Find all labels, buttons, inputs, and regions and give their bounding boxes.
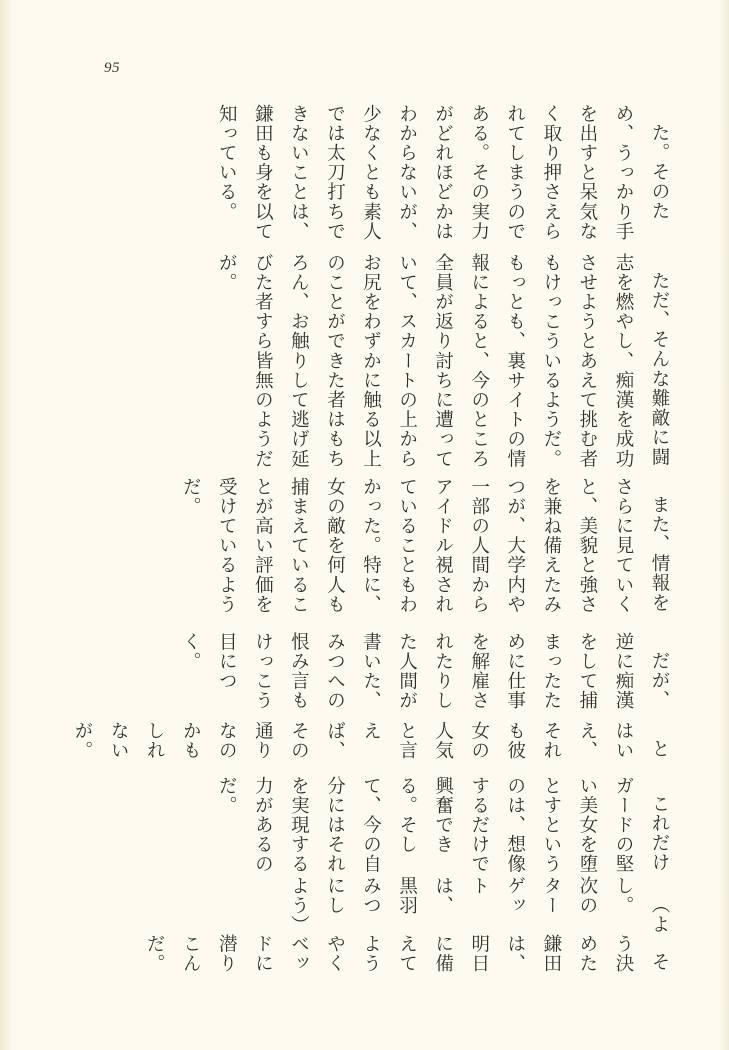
paragraph: ただ、そんな難敵に闘志を燃やし、痴漢を成功させようとあえて挑む者もけっこういるようだ。もっとも、裏サイトの情報によると、今のところ全員が返り討ちに遭っていて、スカートの上からお尻をわずかに触る以上のことができた者はもちろん、お触りして逃げ延びた者すら皆無のようだが。: [216, 252, 669, 469]
paragraph: （よし。次のターゲットは、黒羽みつにしよう）: [288, 876, 669, 936]
paragraph: そう決めた鎌田は、明日に備えてようやくベッドに潜りこんだ。: [144, 933, 669, 974]
page-body-text: [72, 104, 677, 984]
paragraph: これだけガードの堅い美女を堕とすというのは、想像するだけで興奮できる。そして、今の自分にはそれを実現する力があるのだ。: [216, 775, 669, 874]
paragraph: だが、逆に痴漢をして捕まったために仕事を解雇されたりした人間が書いた、みつへの恨み言もけっこう目につく。: [180, 632, 669, 711]
paragraph: とはいえ、それも彼女の人気と言えば、その通りなのかもしれないが。: [72, 720, 669, 761]
page-number: 95: [104, 60, 120, 76]
paragraph: た。そのため、うっかり手を出すと呆気なく取り押さえられてしまうのである。その実力がどれほどかはわからないが、少なくとも素人では太刀打ちできないことは、鎌田も身を以て知っている。: [216, 104, 669, 242]
paragraph: また、情報をさらに見ていくと、美貌と強さを兼ね備えたみつが、大学内や一部の人間からアイドル視されていることもわかった。特に、女の敵を何人も捕まえていることが高い評価を受けているようだ。: [180, 476, 669, 615]
